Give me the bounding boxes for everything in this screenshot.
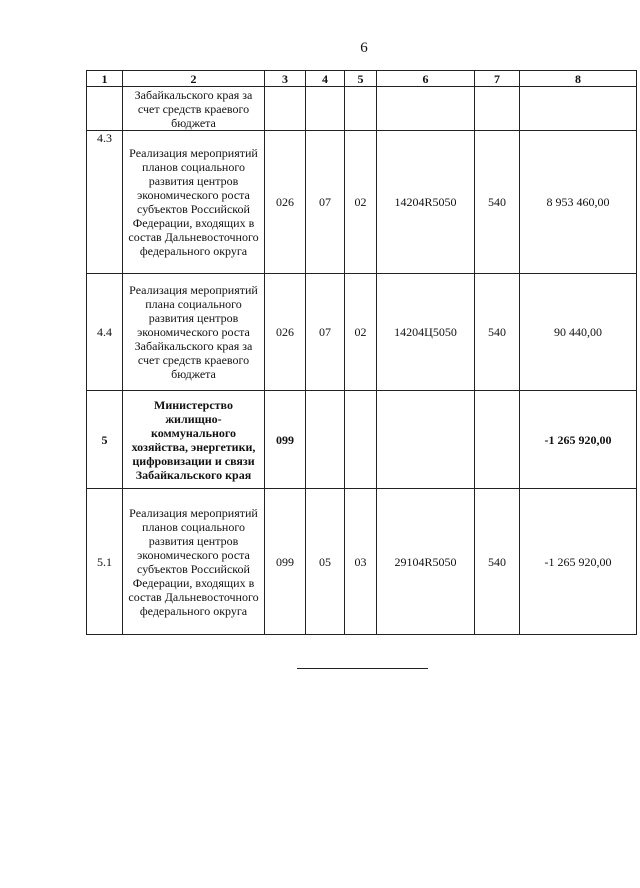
table-row bbox=[87, 131, 637, 274]
row-c4 bbox=[306, 87, 345, 131]
row-number: 5 bbox=[87, 391, 123, 489]
row-c6: 14204Ц5050 bbox=[377, 274, 475, 391]
row-c3: 026 bbox=[265, 274, 306, 391]
header-col-8: 8 bbox=[520, 71, 637, 87]
header-col-6: 6 bbox=[377, 71, 475, 87]
row-c5: 02 bbox=[345, 274, 377, 391]
row-c4 bbox=[306, 391, 345, 489]
row-c3: 099 bbox=[265, 489, 306, 635]
header-col-2: 2 bbox=[123, 71, 265, 87]
row-number: 4.4 bbox=[87, 274, 123, 391]
row-c6 bbox=[377, 87, 475, 131]
row-c7: 540 bbox=[475, 489, 520, 635]
row-c6: 14204R5050 bbox=[377, 131, 475, 274]
row-c5 bbox=[345, 391, 377, 489]
row-c5: 03 bbox=[345, 489, 377, 635]
end-divider-line bbox=[297, 668, 428, 669]
row-c7 bbox=[475, 87, 520, 131]
table-row bbox=[87, 87, 637, 131]
row-c7: 540 bbox=[475, 131, 520, 274]
table-row bbox=[87, 391, 637, 489]
row-amount: 8 953 460,00 bbox=[520, 131, 637, 274]
row-amount bbox=[520, 87, 637, 131]
row-name: Реализация мероприятий плана социального развития центров экономического роста Забайкальского края за счет средств краевого бюджета bbox=[123, 274, 265, 391]
row-c7: 540 bbox=[475, 274, 520, 391]
row-c6: 29104R5050 bbox=[377, 489, 475, 635]
row-number: 5.1 bbox=[87, 489, 123, 635]
row-amount: -1 265 920,00 bbox=[520, 391, 637, 489]
row-name: Забайкальского края за счет средств краевого бюджета bbox=[123, 87, 265, 131]
header-col-1: 1 bbox=[87, 71, 123, 87]
row-c4: 07 bbox=[306, 274, 345, 391]
header-col-3: 3 bbox=[265, 71, 306, 87]
header-col-4: 4 bbox=[306, 71, 345, 87]
table-row bbox=[87, 274, 637, 391]
row-number: 4.3 bbox=[87, 131, 123, 274]
row-c4: 07 bbox=[306, 131, 345, 274]
row-c5: 02 bbox=[345, 131, 377, 274]
row-number bbox=[87, 87, 123, 131]
row-amount: -1 265 920,00 bbox=[520, 489, 637, 635]
table-row bbox=[87, 489, 637, 635]
header-row bbox=[87, 71, 637, 87]
row-name: Реализация мероприятий планов социального развития центров экономического роста субъектов Российской Федерации, входящих в состав Дальневосточного федерального округа bbox=[123, 489, 265, 635]
row-c6 bbox=[377, 391, 475, 489]
header-col-5: 5 bbox=[345, 71, 377, 87]
row-c3: 099 bbox=[265, 391, 306, 489]
row-c5 bbox=[345, 87, 377, 131]
row-name: Министерство жилищно-коммунального хозяйства, энергетики, цифровизации и связи Забайкальского края bbox=[123, 391, 265, 489]
table-header bbox=[87, 71, 637, 87]
row-c4: 05 bbox=[306, 489, 345, 635]
row-c3 bbox=[265, 87, 306, 131]
row-c7 bbox=[475, 391, 520, 489]
row-amount: 90 440,00 bbox=[520, 274, 637, 391]
header-col-7: 7 bbox=[475, 71, 520, 87]
row-name: Реализация мероприятий планов социального развития центров экономического роста субъектов Российской Федерации, входящих в состав Дальневосточного федерального округа bbox=[123, 131, 265, 274]
budget-table bbox=[86, 70, 637, 635]
row-c3: 026 bbox=[265, 131, 306, 274]
page-number: 6 bbox=[360, 40, 368, 56]
